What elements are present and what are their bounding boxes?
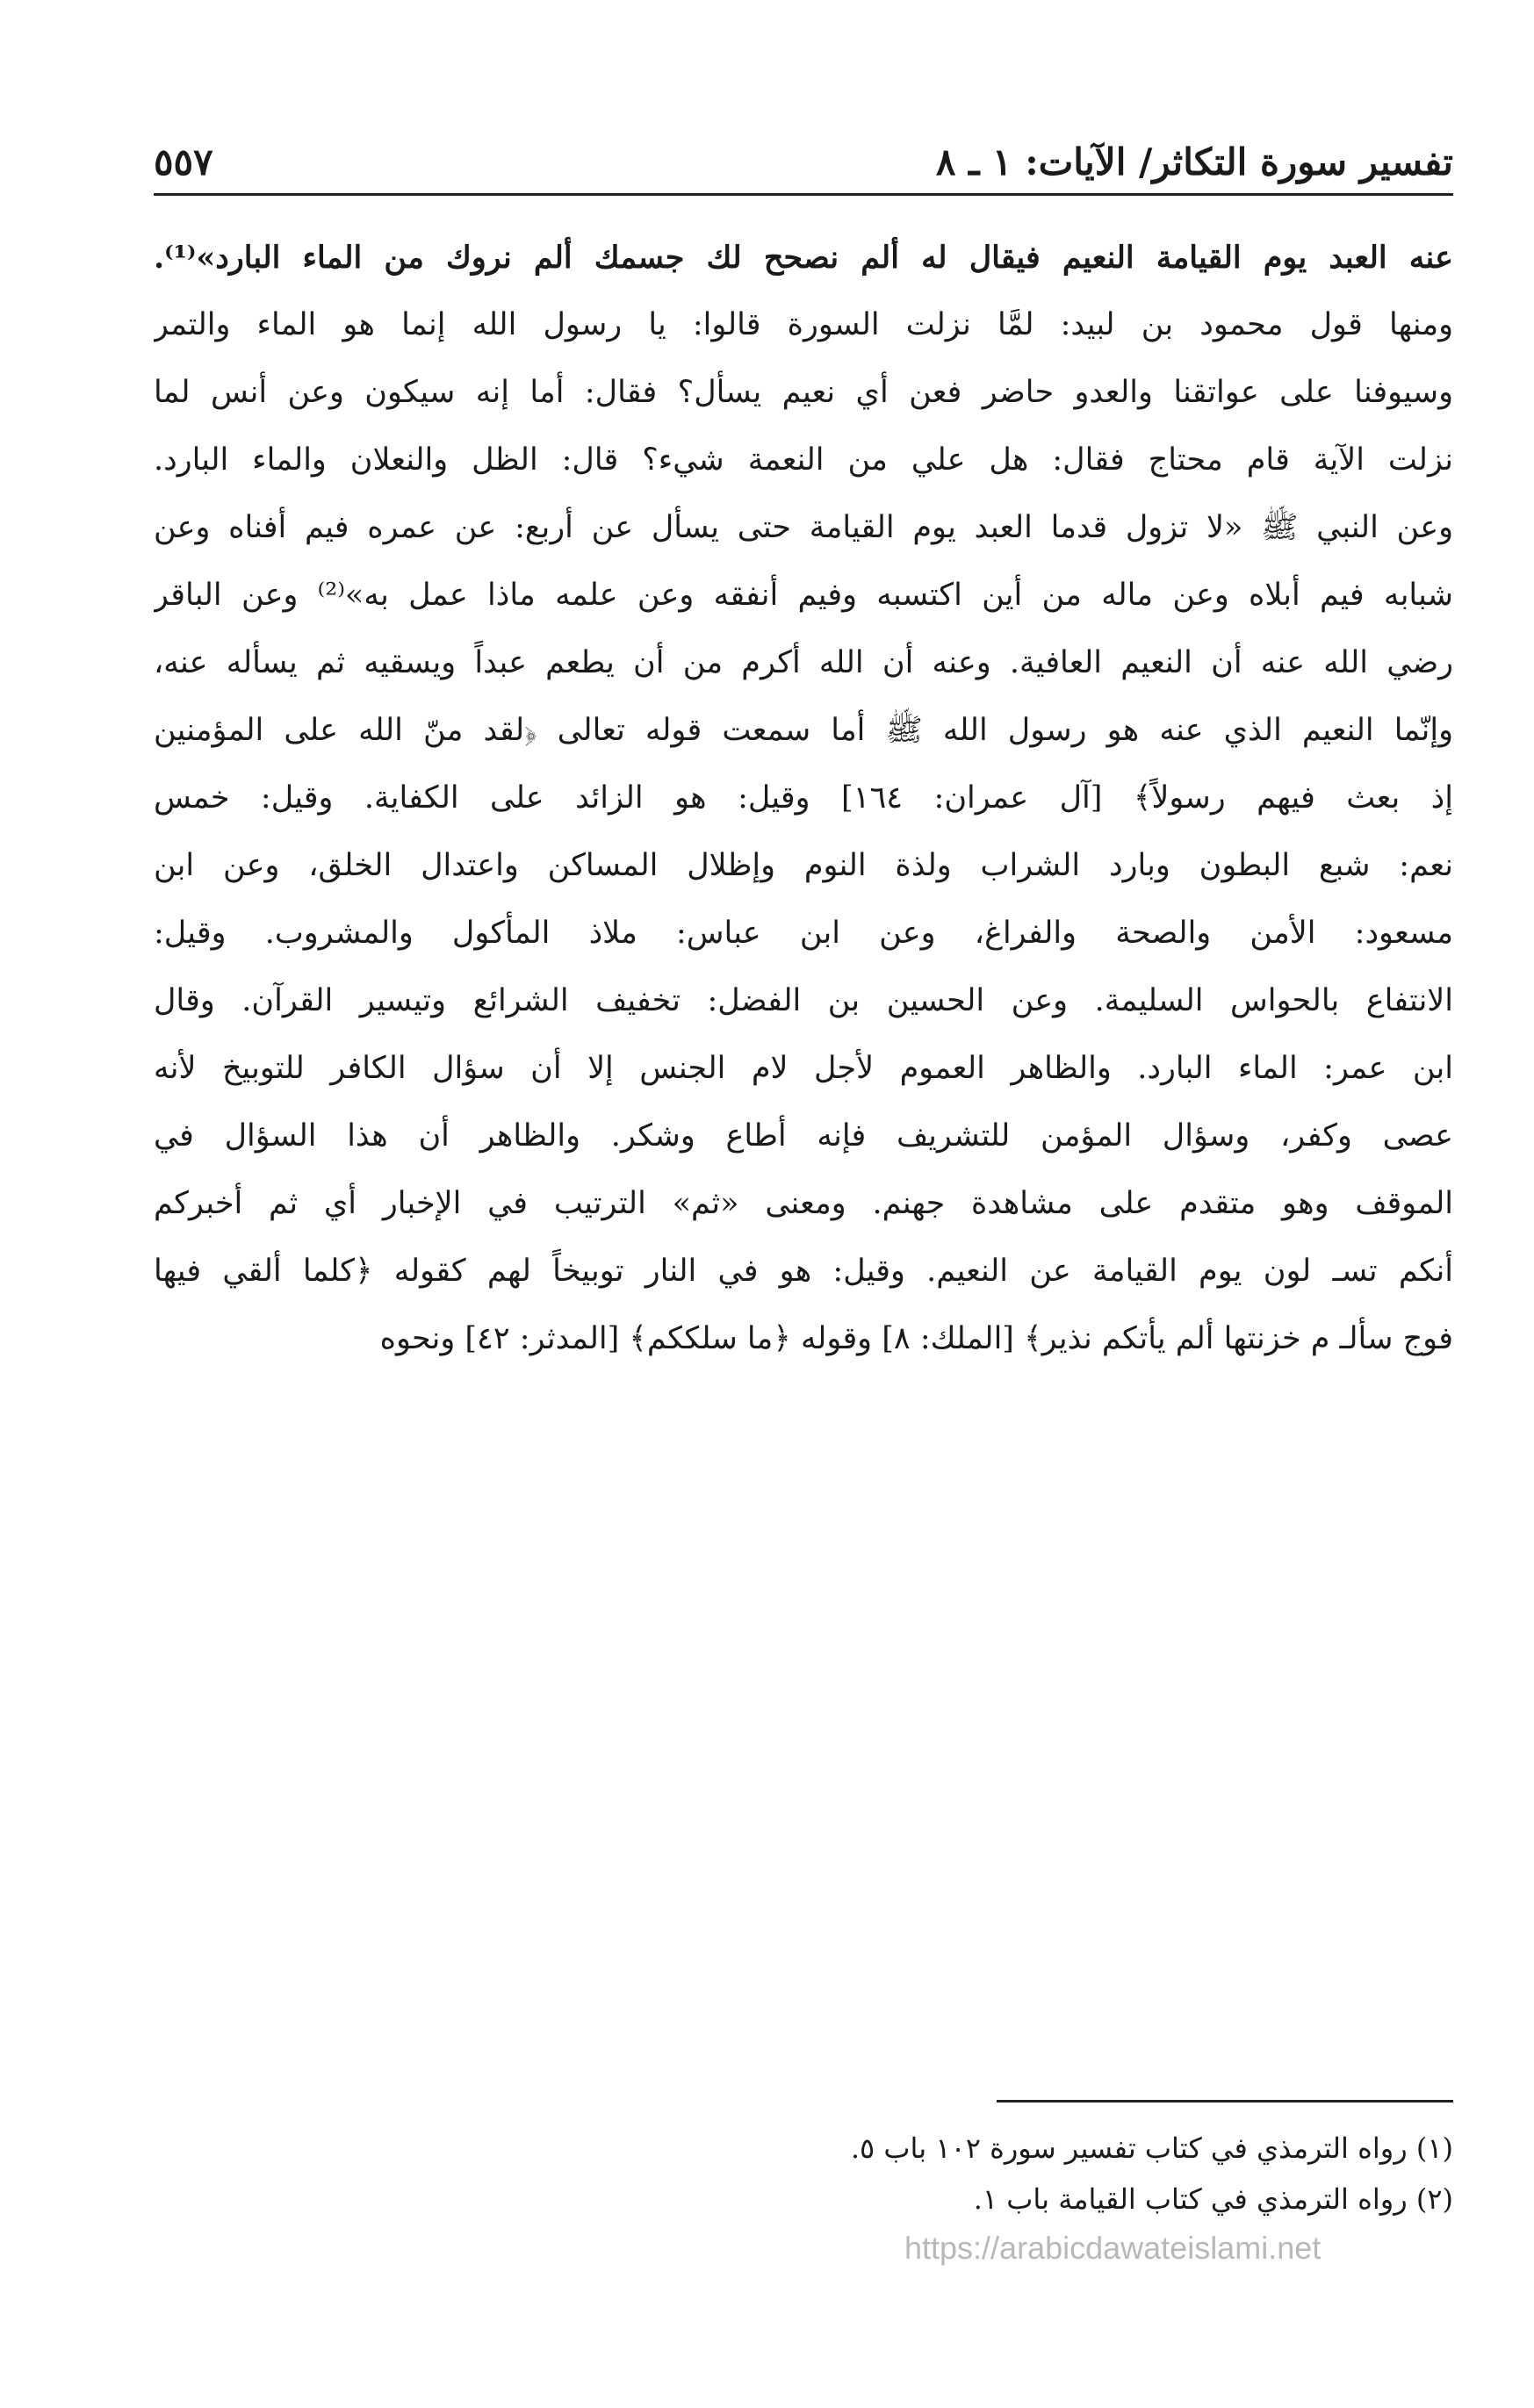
body-line: وإنّما النعيم الذي عنه هو رسول الله ﷺ أما سمعت قوله تعالى ﴿لقد منّ الله على المؤمنين <box>154 713 1453 748</box>
body-line: أنكم تسـ لون يوم القيامة عن النعيم. وقيل: هو في النار توبيخاً لهم كقوله ﴿كلما ألقي فيها <box>154 1254 1453 1289</box>
footnote-2: (٢) رواه الترمذي في كتاب القيامة باب ١. <box>973 2182 1453 2216</box>
body-line: عصى وكفر، وسؤال المؤمن للتشريف فإنه أطاع وشكر. والظاهر أن هذا السؤال في <box>154 1118 1453 1154</box>
body-line: رضي الله عنه أن النعيم العافية. وعنه أن الله أكرم من أن يطعم عبداً ويسقيه ثم يسأله عنه، <box>154 645 1453 680</box>
body-line: نعم: شبع البطون وبارد الشراب ولذة النوم وإظلال المساكن واعتدال الخلق، وعن ابن <box>154 848 1453 883</box>
body-line: الانتفاع بالحواس السليمة. وعن الحسين بن الفضل: تخفيف الشرائع وتيسير القرآن. وقال <box>154 983 1453 1018</box>
body-line: ابن عمر: الماء البارد. والظاهر العموم لأجل لام الجنس إلا أن سؤال الكافر للتوبيخ لأنه <box>154 1051 1453 1086</box>
body-line: ومنها قول محمود بن لبيد: لمَّا نزلت السورة قالوا: يا رسول الله إنما هو الماء والتمر <box>154 307 1453 342</box>
body-line: وعن النبي ﷺ «لا تزول قدما العبد يوم القيامة حتى يسأل عن أربع: عن عمره فيم أفناه وعن <box>154 510 1453 545</box>
body-line: وسيوفنا على عواتقنا والعدو حاضر فعن أي نعيم يسأل؟ فقال: أما إنه سيكون وعن أنس لما <box>154 375 1453 410</box>
body-line: عنه العبد يوم القيامة النعيم فيقال له ألم نصحح لك جسمك ألم نروك من الماء البارد»⁽¹⁾. <box>154 240 1453 276</box>
body-line: فوج سألـ م خزنتها ألم يأتكم نذير﴾ [الملك: ٨] وقوله ﴿ما سلككم﴾ [المدثر: ٤٢] ونحوه <box>379 1321 1453 1356</box>
body-line: الموقف وهو متقدم على مشاهدة جهنم. ومعنى «ثم» الترتيب في الإخبار أي ثم أخبركم <box>154 1186 1453 1221</box>
watermark-url: https://arabicdawateislami.net <box>904 2230 1322 2266</box>
footnote-divider <box>997 2100 1453 2103</box>
footnotes <box>663 2123 1453 2225</box>
body-line: شبابه فيم أبلاه وعن ماله من أين اكتسبه وفيم أنفقه وعن علمه ماذا عمل به»⁽²⁾ وعن الباقر <box>154 578 1453 613</box>
header-title: تفسير سورة التكاثر/ الآيات: ١ ـ ٨ <box>935 140 1453 183</box>
body-text <box>154 224 1453 1373</box>
page-number: ٥٥٧ <box>154 140 213 183</box>
running-header <box>154 132 1453 196</box>
body-line: مسعود: الأمن والصحة والفراغ، وعن ابن عباس: ملاذ المأكول والمشروب. وقيل: <box>154 916 1453 951</box>
body-line: نزلت الآية قام محتاج فقال: هل علي من النعمة شيء؟ قال: الظل والنعلان والماء البارد. <box>154 442 1453 478</box>
body-line: إذ بعث فيهم رسولاً﴾ [آل عمران: ١٦٤] وقيل: هو الزائد على الكفاية. وقيل: خمس <box>154 780 1453 816</box>
footnote-1: (١) رواه الترمذي في كتاب تفسير سورة ١٠٢ باب ٥. <box>850 2131 1453 2165</box>
